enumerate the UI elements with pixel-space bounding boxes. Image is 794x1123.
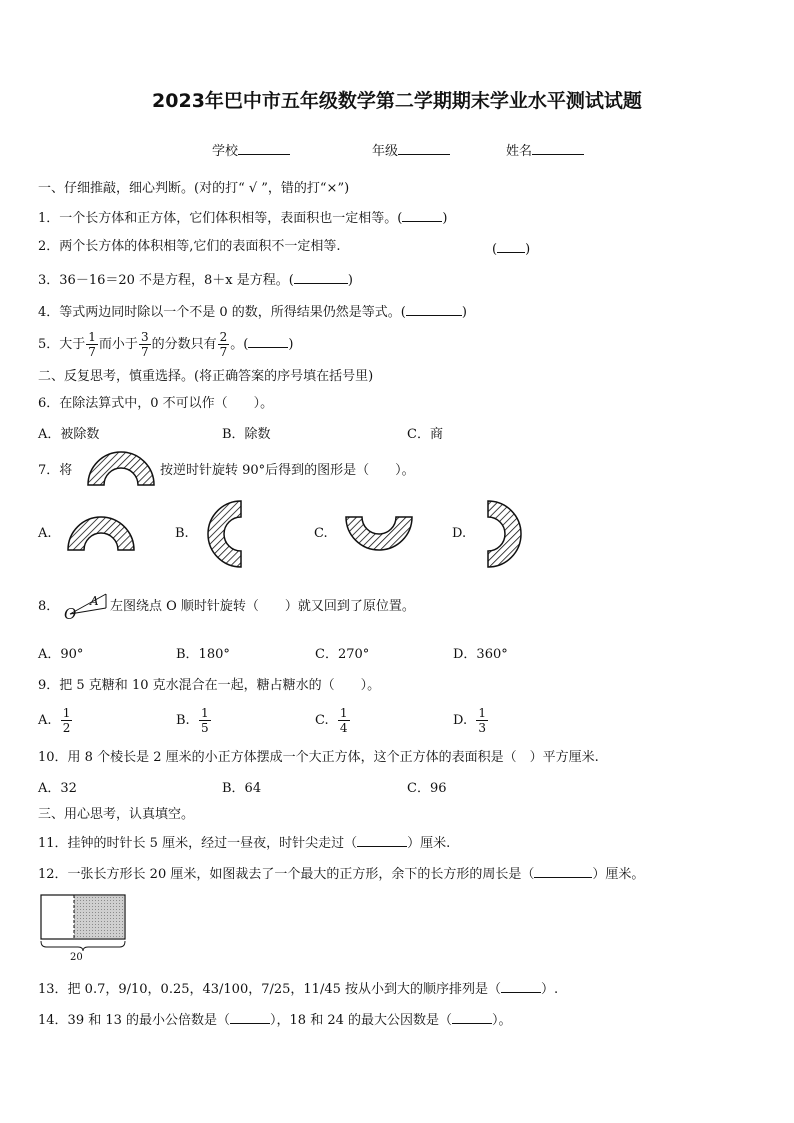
name-label: 姓名 [506,144,533,159]
point-o-label: O [64,605,77,623]
school-label: 学校 [212,144,239,159]
answer-blank[interactable] [406,301,462,316]
figure-width-label: 20 [70,952,83,963]
question-7-text: 按逆时针旋转 90°后得到的图形是（ ）。 [160,463,415,478]
option-b[interactable]: B．除数 [222,427,271,442]
q12-rectangle-figure [38,894,130,954]
q7-option-a-figure [66,514,136,552]
option-d[interactable]: D. $\frac{1}{3}$ [453,706,486,735]
answer-blank[interactable] [294,269,348,284]
question-14: 14．39 和 13 的最小公倍数是（ ），18 和 24 的最大公因数是（ ）。 [38,1009,512,1030]
q7-source-figure [86,449,156,487]
section-3-heading: 三、用心思考，认真填空。 [38,807,195,822]
option-d[interactable]: D. [452,526,467,541]
answer-blank[interactable] [248,333,288,348]
fraction: $\frac{3}{7}$ [140,330,149,359]
fraction: $\frac{2}{7}$ [219,330,228,359]
option-c[interactable]: C. $\frac{1}{4}$ [315,706,348,735]
answer-blank[interactable] [230,1009,270,1024]
option-c[interactable]: C．商 [407,427,443,442]
fraction: $\frac{1}{4}$ [339,706,348,735]
answer-blank[interactable] [402,207,442,222]
question-10: 10．用 8 个棱长是 2 厘米的小正方体摆成一个大正方体，这个正方体的表面积是（ ）平方厘米. [38,750,599,765]
option-b[interactable]: B. [175,526,189,541]
option-a[interactable]: A. $\frac{1}{2}$ [38,706,71,735]
q7-option-b-figure [205,499,243,569]
fraction: $\frac{1}{5}$ [200,706,209,735]
option-c[interactable]: C. [314,526,328,541]
section-2-heading: 二、反复思考，慎重选择。(将正确答案的序号填在括号里) [38,369,374,384]
question-5: 5．大于 $\frac{1}{7}$ 而小于 $\frac{3}{7}$ 的分数只有 $\frac{2}{7}$ 。( ) [38,330,294,359]
answer-blank[interactable] [501,978,541,993]
question-11: 11．挂钟的时针长 5 厘米，经过一昼夜，时针尖走过（ ）厘米. [38,832,450,853]
point-a-label: A [90,594,99,608]
option-a[interactable]: A．被除数 [38,427,100,442]
option-b[interactable]: B．180° [176,647,230,662]
answer-blank[interactable] [534,863,592,878]
grade-label: 年级 [372,144,399,159]
option-c[interactable]: C．96 [407,781,447,796]
question-7-prefix: 7．将 [38,463,73,478]
q7-option-d-figure [486,499,524,569]
option-b[interactable]: B．64 [222,781,262,796]
question-2: 2．两个长方体的体积相等,它们的表面积不一定相等. [38,239,341,254]
question-8-text: 左图绕点 O 顺时针旋转（ ）就又回到了原位置。 [110,599,415,614]
option-d[interactable]: D．360° [453,647,508,662]
question-3: 3．36－16＝20 不是方程，8＋x 是方程。( ) [38,269,353,290]
fraction: $\frac{1}{7}$ [88,330,96,359]
option-a[interactable]: A．32 [38,781,77,796]
question-6: 6．在除法算式中，0 不可以作（ ）。 [38,396,274,411]
name-field[interactable] [506,140,584,161]
fraction: $\frac{1}{2}$ [62,706,71,735]
page-title: 2023年巴中市五年级数学第二学期期末学业水平测试试题 [152,90,642,112]
grade-field[interactable] [372,140,450,161]
option-a[interactable]: A．90° [38,647,84,662]
option-b[interactable]: B. $\frac{1}{5}$ [176,706,209,735]
question-8-prefix: 8． [38,599,60,614]
answer-blank[interactable] [497,238,525,253]
q7-option-c-figure [344,515,414,553]
question-9: 9．把 5 克糖和 10 克水混合在一起，糖占糖水的（ ）。 [38,678,381,693]
option-c[interactable]: C．270° [315,647,370,662]
fraction: $\frac{1}{3}$ [478,706,486,735]
answer-blank[interactable] [357,832,407,847]
question-13: 13．把 0.7，9/10，0.25，43/100，7/25，11/45 按从小到大的顺序排列是（ ）. [38,978,558,999]
school-field[interactable] [212,140,290,161]
question-1: 1．一个长方体和正方体，它们体积相等，表面积也一定相等。( ) [38,207,447,228]
question-12: 12．一张长方形长 20 厘米，如图裁去了一个最大的正方形，余下的长方形的周长是（ ）厘米。 [38,863,644,884]
option-a[interactable]: A. [38,526,52,541]
question-4: 4．等式两边同时除以一个不是 0 的数，所得结果仍然是等式。( ) [38,301,467,322]
section-1-heading: 一、仔细推敲，细心判断。(对的打“ √ ”，错的打“×”) [38,181,350,196]
answer-blank[interactable] [452,1009,492,1024]
question-2-answer: ( ) [492,238,530,259]
